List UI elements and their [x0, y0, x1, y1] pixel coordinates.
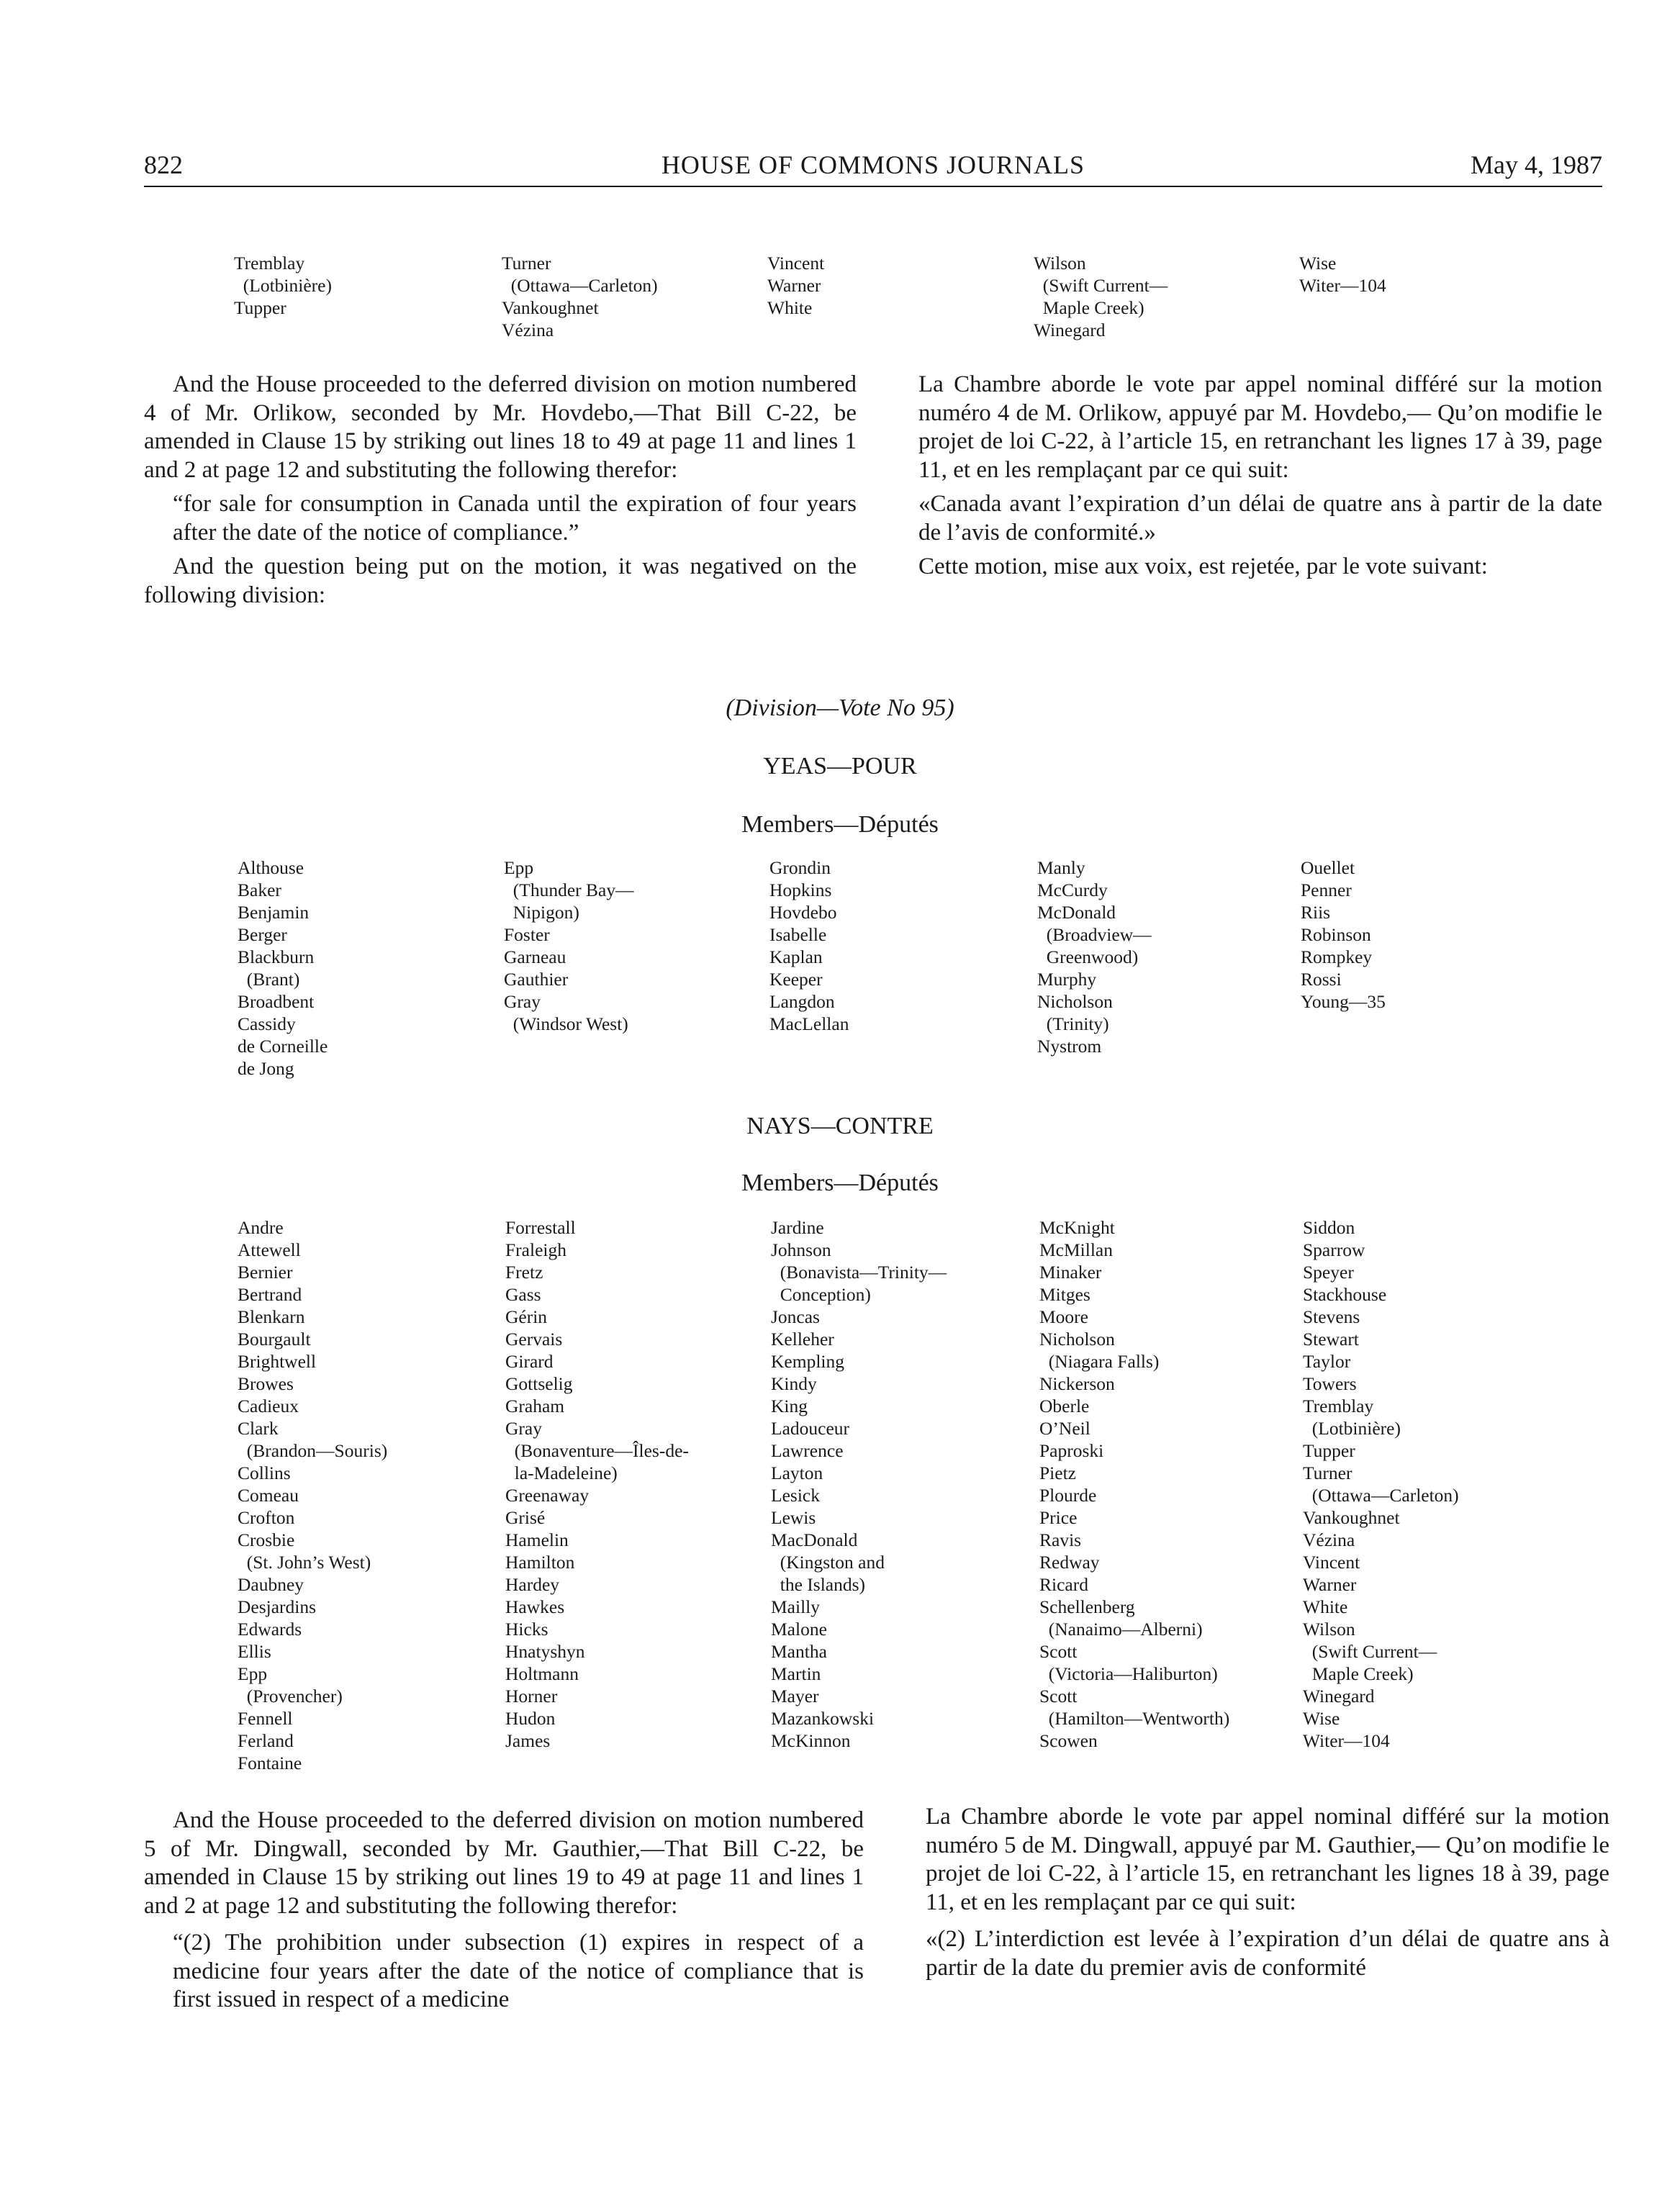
member-name: Vézina: [1303, 1529, 1355, 1550]
member-name: Ferland: [238, 1730, 294, 1751]
member-name: Martin: [771, 1663, 821, 1684]
member-name: Browes: [238, 1373, 294, 1394]
member-name: (Brandon—Souris): [238, 1440, 388, 1461]
member-name: Lawrence: [771, 1440, 844, 1461]
member-name: (Kingston and: [771, 1552, 885, 1573]
nays-col-1: [238, 1216, 387, 1774]
member-name: Stackhouse: [1303, 1284, 1387, 1305]
member-name: (Victoria—Haliburton): [1039, 1663, 1218, 1684]
member-name: (Niagara Falls): [1039, 1351, 1160, 1372]
yeas-members-heading: [0, 811, 1680, 838]
member-name: Kempling: [771, 1351, 844, 1372]
member-name: Young—35: [1301, 991, 1386, 1012]
member-name: Winegard: [1034, 320, 1106, 340]
member-name: the Islands): [771, 1574, 866, 1595]
member-name: Tupper: [1303, 1440, 1355, 1461]
member-name: Tremblay: [1303, 1396, 1374, 1416]
motion4-french: [918, 371, 1602, 582]
member-name: Paproski: [1039, 1440, 1104, 1461]
member-name: Althouse: [238, 857, 304, 878]
member-name: Broadbent: [238, 991, 315, 1012]
member-name: la-Madeleine): [505, 1463, 618, 1483]
member-name: Mantha: [771, 1641, 827, 1662]
page-number: 822: [144, 150, 183, 179]
member-name: Clark: [238, 1418, 279, 1439]
member-name: Gray: [504, 991, 541, 1012]
motion4-en-quote: “for sale for consumption in Canada until the expiration of four years after the date of the notice of compliance.”: [173, 491, 857, 546]
member-name: Wise: [1303, 1708, 1340, 1729]
motion4-fr-quote: «Canada avant l’expiration d’un délai de quatre ans à partir de la date de l’avis de conformité.»: [918, 491, 1602, 546]
member-name: Turner: [1303, 1463, 1352, 1483]
member-name: Jardine: [771, 1217, 824, 1238]
member-name: Sparrow: [1303, 1239, 1365, 1260]
member-name: (Windsor West): [504, 1013, 628, 1034]
member-name: Scott: [1039, 1641, 1078, 1662]
member-name: Fennell: [238, 1708, 293, 1729]
member-name: (Nanaimo—Alberni): [1039, 1619, 1203, 1640]
member-name: Wise: [1299, 253, 1337, 274]
nays-col-4: [1039, 1216, 1229, 1752]
member-name: Moore: [1039, 1306, 1088, 1327]
member-name: Gass: [505, 1284, 541, 1305]
motion4-english: [144, 371, 857, 610]
member-name: Wilson: [1034, 253, 1086, 274]
motion5-en-quote: “(2) The prohibition under subsection (1) expires in respect of a medicine four years after the date of the notice of compliance that is first issued in respect of a medicine: [173, 1930, 864, 2012]
member-name: Hopkins: [769, 880, 832, 900]
member-name: Vankoughnet: [1303, 1507, 1400, 1528]
member-name: Greenaway: [505, 1485, 590, 1506]
member-name: Redway: [1039, 1552, 1100, 1573]
member-name: Penner: [1301, 880, 1352, 900]
member-name: Andre: [238, 1217, 284, 1238]
member-name: Isabelle: [769, 924, 827, 945]
member-name: Cadieux: [238, 1396, 299, 1416]
member-name: McCurdy: [1037, 880, 1108, 900]
member-name: Ouellet: [1301, 857, 1355, 878]
member-name: Mitges: [1039, 1284, 1090, 1305]
member-name: Mailly: [771, 1596, 820, 1617]
member-name: Witer—104: [1299, 275, 1386, 296]
member-name: Witer—104: [1303, 1730, 1390, 1751]
member-name: Graham: [505, 1396, 565, 1416]
nays-heading-text: NAYS—CONTRE: [746, 1113, 934, 1139]
member-name: White: [1303, 1596, 1348, 1617]
member-name: McDonald: [1037, 902, 1116, 923]
motion5-fr-quote: «(2) L’interdiction est levée à l’expiration d’un délai de quatre ans à partir de la date du premier avis de conformité: [926, 1926, 1609, 1981]
member-name: Nicholson: [1037, 991, 1113, 1012]
yeas-members-text: Members—Députés: [741, 811, 939, 838]
nays-members-heading: [0, 1170, 1680, 1197]
member-name: Collins: [238, 1463, 291, 1483]
member-name: Manly: [1037, 857, 1085, 878]
member-name: Lesick: [771, 1485, 820, 1506]
member-name: Nicholson: [1039, 1329, 1115, 1350]
member-name: Tupper: [234, 297, 286, 318]
member-name: Tremblay: [234, 253, 305, 274]
member-name: Kindy: [771, 1373, 817, 1394]
member-name: Girard: [505, 1351, 554, 1372]
member-name: Holtmann: [505, 1663, 579, 1684]
member-name: Crofton: [238, 1507, 295, 1528]
member-name: Greenwood): [1037, 946, 1139, 967]
motion4-en-intro: And the House proceeded to the deferred division on motion numbered 4 of Mr. Orlikow, seconded by Mr. Hovdebo,—That Bill C-22, be amended in Clause 15 by striking out lines 18 to 49 at page 11 and lines 1 and 2 at page 12 and substituting the following therefor:: [144, 371, 857, 483]
member-name: Gervais: [505, 1329, 563, 1350]
member-name: Gray: [505, 1418, 542, 1439]
member-name: James: [505, 1730, 551, 1751]
member-name: (St. John’s West): [238, 1552, 371, 1573]
member-name: Lewis: [771, 1507, 816, 1528]
member-name: Garneau: [504, 946, 566, 967]
member-name: Scowen: [1039, 1730, 1098, 1751]
member-name: Comeau: [238, 1485, 299, 1506]
member-name: Fontaine: [238, 1753, 302, 1773]
member-name: Pietz: [1039, 1463, 1076, 1483]
member-name: Ladouceur: [771, 1418, 850, 1439]
member-name: Joncas: [771, 1306, 820, 1327]
member-name: Vézina: [502, 320, 554, 340]
nays-col-2: [505, 1216, 689, 1752]
member-name: Conception): [771, 1284, 871, 1305]
member-name: Brightwell: [238, 1351, 317, 1372]
member-name: Daubney: [238, 1574, 304, 1595]
member-name: Hamilton: [505, 1552, 575, 1573]
motion4-en-question: And the question being put on the motion, it was negatived on the following division:: [144, 553, 857, 608]
yeas-col-3: [769, 856, 849, 1035]
member-name: Minaker: [1039, 1262, 1102, 1283]
motion5-fr-intro: La Chambre aborde le vote par appel nominal différé sur la motion numéro 5 de M. Dingwall, appuyé par M. Gauthier,— Qu’on modifie le projet de loi C-22, à l’article 15, en retranchant les lignes 18 à 39, page 11, et en les remplaçant par ce qui suit:: [926, 1804, 1609, 1915]
member-name: MacDonald: [771, 1529, 858, 1550]
member-name: Layton: [771, 1463, 823, 1483]
member-name: (Brant): [238, 969, 300, 990]
member-name: King: [771, 1396, 808, 1416]
yeas-col-2: [504, 856, 634, 1035]
member-name: Vankoughnet: [502, 297, 599, 318]
member-name: (Ottawa—Carleton): [1303, 1485, 1459, 1506]
member-name: Mayer: [771, 1686, 819, 1706]
motion4-fr-question: Cette motion, mise aux voix, est rejetée, par le vote suivant:: [918, 553, 1488, 579]
member-name: Vincent: [767, 253, 825, 274]
yeas-heading-text: YEAS—POUR: [763, 753, 917, 779]
nays-col-3: [771, 1216, 947, 1752]
member-name: Malone: [771, 1619, 827, 1640]
prev-division-col-2: [502, 252, 658, 341]
member-name: Benjamin: [238, 902, 310, 923]
member-name: (Thunder Bay—: [504, 880, 634, 900]
member-name: (Hamilton—Wentworth): [1039, 1708, 1230, 1729]
member-name: Warner: [1303, 1574, 1357, 1595]
member-name: Langdon: [769, 991, 835, 1012]
member-name: (Provencher): [238, 1686, 343, 1706]
member-name: Vincent: [1303, 1552, 1360, 1573]
member-name: (Bonaventure—Îles-de-: [505, 1440, 689, 1461]
member-name: Attewell: [238, 1239, 301, 1260]
member-name: Bernier: [238, 1262, 293, 1283]
member-name: Bertrand: [238, 1284, 302, 1305]
member-name: Winegard: [1303, 1686, 1375, 1706]
motion5-en-intro: And the House proceeded to the deferred division on motion numbered 5 of Mr. Dingwall, seconded by Mr. Gauthier,—That Bill C-22, be amended in Clause 15 by striking out lines 19 to 49 at page 11 and lines 1 and 2 at page 12 and substituting the following therefor:: [144, 1807, 864, 1919]
member-name: Kaplan: [769, 946, 823, 967]
member-name: McKnight: [1039, 1217, 1115, 1238]
member-name: (Broadview—: [1037, 924, 1152, 945]
member-name: Fretz: [505, 1262, 543, 1283]
member-name: (Lotbinière): [1303, 1418, 1401, 1439]
member-name: Blackburn: [238, 946, 315, 967]
member-name: Ricard: [1039, 1574, 1088, 1595]
header-rule: [144, 186, 1602, 187]
member-name: (Trinity): [1037, 1013, 1109, 1034]
prev-division-col-3: [767, 252, 824, 319]
member-name: (Ottawa—Carleton): [502, 275, 658, 296]
member-name: Desjardins: [238, 1596, 317, 1617]
member-name: Gauthier: [504, 969, 569, 990]
member-name: Turner: [502, 253, 551, 274]
division-title-text: (Division—Vote No 95): [726, 695, 954, 721]
member-name: Johnson: [771, 1239, 831, 1260]
member-name: Crosbie: [238, 1529, 295, 1550]
member-name: Gottselig: [505, 1373, 573, 1394]
member-name: Hawkes: [505, 1596, 565, 1617]
yeas-heading: [0, 753, 1680, 780]
yeas-col-5: [1301, 856, 1386, 1013]
member-name: MacLellan: [769, 1013, 849, 1034]
prev-division-col-5: [1299, 252, 1386, 297]
member-name: Plourde: [1039, 1485, 1097, 1506]
member-name: Hardey: [505, 1574, 560, 1595]
member-name: Hamelin: [505, 1529, 569, 1550]
member-name: Blenkarn: [238, 1306, 305, 1327]
journal-title: HOUSE OF COMMONS JOURNALS: [661, 150, 1085, 179]
member-name: Gérin: [505, 1306, 548, 1327]
member-name: McKinnon: [771, 1730, 851, 1751]
member-name: Bourgault: [238, 1329, 311, 1350]
member-name: Mazankowski: [771, 1708, 875, 1729]
member-name: Fraleigh: [505, 1239, 566, 1260]
member-name: Hnatyshyn: [505, 1641, 585, 1662]
member-name: (Swift Current—: [1034, 275, 1168, 296]
member-name: Taylor: [1303, 1351, 1351, 1372]
member-name: Grondin: [769, 857, 831, 878]
division-title: [0, 695, 1680, 722]
member-name: Stevens: [1303, 1306, 1360, 1327]
page-date: May 4, 1987: [1471, 150, 1602, 179]
member-name: Siddon: [1303, 1217, 1355, 1238]
member-name: Hudon: [505, 1708, 556, 1729]
nays-heading: [0, 1113, 1680, 1140]
member-name: Oberle: [1039, 1396, 1090, 1416]
member-name: (Lotbinière): [234, 275, 332, 296]
member-name: de Corneille: [238, 1036, 328, 1057]
member-name: O’Neil: [1039, 1418, 1090, 1439]
member-name: Cassidy: [238, 1013, 296, 1034]
member-name: Robinson: [1301, 924, 1371, 945]
member-name: Ravis: [1039, 1529, 1082, 1550]
member-name: Wilson: [1303, 1619, 1355, 1640]
member-name: Horner: [505, 1686, 558, 1706]
member-name: Epp: [504, 857, 534, 878]
prev-division-col-1: [234, 252, 332, 319]
member-name: Nystrom: [1037, 1036, 1102, 1057]
member-name: Price: [1039, 1507, 1078, 1528]
nays-col-5: [1303, 1216, 1459, 1752]
member-name: Warner: [767, 275, 821, 296]
member-name: (Bonavista—Trinity—: [771, 1262, 947, 1283]
member-name: Grisé: [505, 1507, 546, 1528]
member-name: Stewart: [1303, 1329, 1359, 1350]
member-name: Hovdebo: [769, 902, 837, 923]
member-name: Kelleher: [771, 1329, 834, 1350]
page-header: [144, 150, 1602, 186]
yeas-col-4: [1037, 856, 1152, 1057]
member-name: Baker: [238, 880, 281, 900]
member-name: Rompkey: [1301, 946, 1373, 967]
member-name: Speyer: [1303, 1262, 1354, 1283]
motion5-english: [144, 1807, 864, 2015]
member-name: White: [767, 297, 813, 318]
member-name: Forrestall: [505, 1217, 576, 1238]
member-name: Foster: [504, 924, 550, 945]
prev-division-col-4: [1034, 252, 1168, 341]
member-name: (Swift Current—: [1303, 1641, 1437, 1662]
member-name: Hicks: [505, 1619, 548, 1640]
member-name: Maple Creek): [1303, 1663, 1414, 1684]
member-name: Scott: [1039, 1686, 1078, 1706]
yeas-col-1: [238, 856, 328, 1080]
member-name: Nickerson: [1039, 1373, 1115, 1394]
member-name: Berger: [238, 924, 287, 945]
member-name: Ellis: [238, 1641, 271, 1662]
member-name: Riis: [1301, 902, 1331, 923]
member-name: McMillan: [1039, 1239, 1113, 1260]
member-name: Epp: [238, 1663, 268, 1684]
motion4-fr-intro: La Chambre aborde le vote par appel nominal différé sur la motion numéro 4 de M. Orlikow, appuyé par M. Hovdebo,— Qu’on modifie le projet de loi C-22, à l’article 15, en retranchant les lignes 17 à 39, page 11, et en les remplaçant par ce qui suit:: [918, 371, 1602, 483]
member-name: Towers: [1303, 1373, 1357, 1394]
member-name: Schellenberg: [1039, 1596, 1135, 1617]
member-name: Maple Creek): [1034, 297, 1144, 318]
member-name: Nipigon): [504, 902, 579, 923]
motion5-french: [926, 1803, 1609, 1982]
member-name: Keeper: [769, 969, 823, 990]
member-name: Murphy: [1037, 969, 1097, 990]
member-name: Rossi: [1301, 969, 1342, 990]
member-name: Edwards: [238, 1619, 302, 1640]
nays-members-text: Members—Députés: [741, 1170, 939, 1196]
member-name: de Jong: [238, 1058, 294, 1079]
